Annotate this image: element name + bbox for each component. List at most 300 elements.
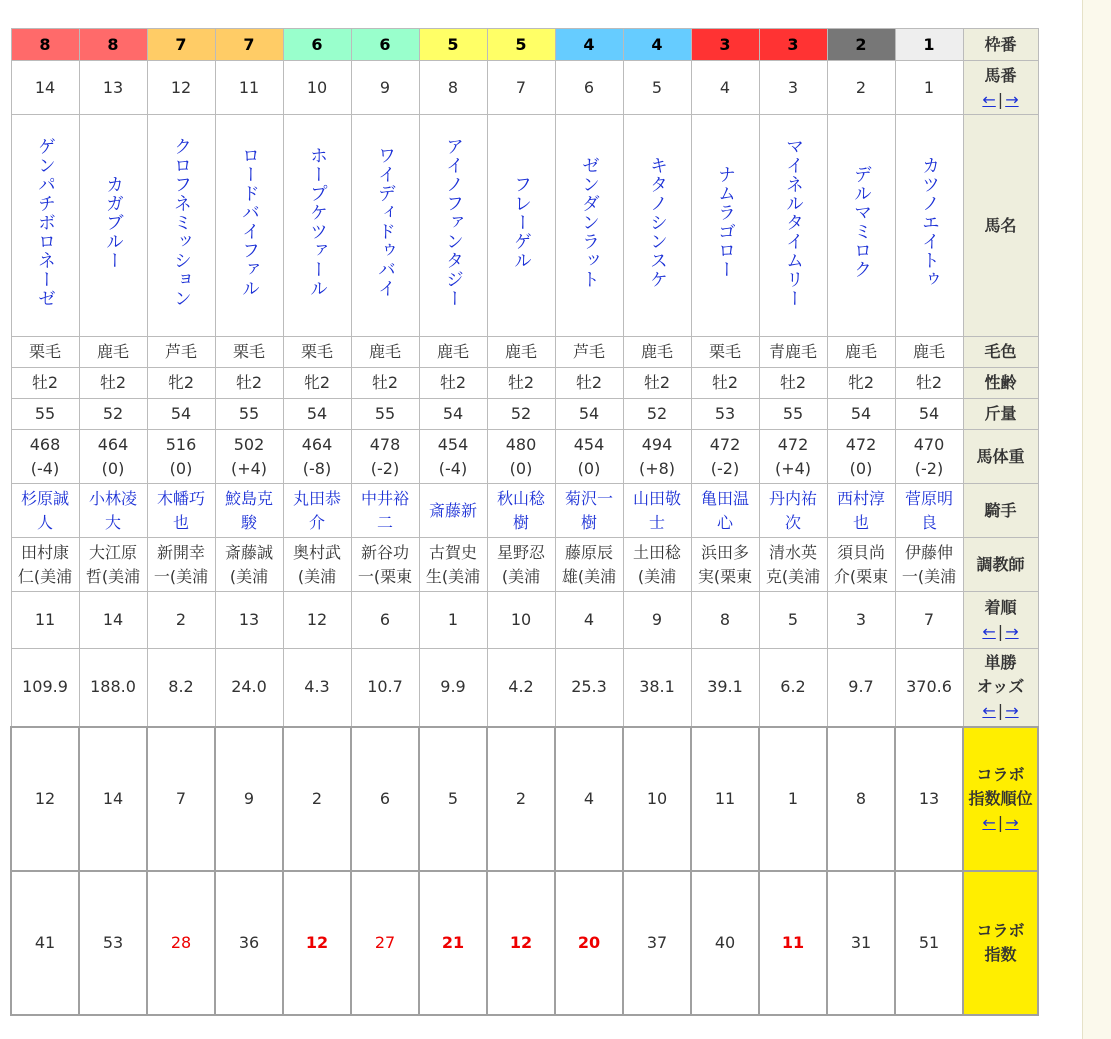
finish-value: 3 (855, 610, 867, 629)
odds-value: 39.1 (707, 677, 743, 697)
collab-rank-value: 2 (515, 788, 527, 808)
frame-value: 8 (107, 34, 119, 54)
odds-value: 25.3 (571, 677, 607, 697)
sex-age-value: 牝2 (167, 373, 195, 392)
collab-rank-cell (419, 727, 487, 871)
horse-name-cell (691, 115, 759, 337)
jockey-cell (351, 484, 419, 538)
frame-cell (215, 29, 283, 61)
weight-label-text: 斤量 (984, 404, 1017, 423)
jockey-cell (79, 484, 147, 538)
odds-value: 109.9 (22, 677, 68, 697)
coat-value: 鹿毛 (912, 342, 945, 361)
trainer-label (963, 538, 1038, 592)
collab-rank-value: 12 (34, 788, 56, 808)
sort-next-link[interactable]: → (1005, 622, 1019, 641)
sex-age-value: 牝2 (303, 373, 331, 392)
weight-cell (623, 399, 691, 430)
frame-cell (11, 29, 79, 61)
sex-age-label-text: 性齢 (984, 373, 1017, 392)
collab-rank-cell (691, 727, 759, 871)
body-weight-change: (-8) (302, 458, 332, 478)
trainer-text (284, 541, 351, 589)
frame-value: 4 (651, 34, 663, 54)
jockey-link[interactable] (692, 487, 759, 535)
jockey-cell (419, 484, 487, 538)
jockey-cell (11, 484, 79, 538)
trainer-name-part: 哲(美浦 (85, 566, 141, 586)
sort-next-link[interactable]: → (1005, 89, 1019, 109)
trainer-name-part: 古賀史 (428, 542, 477, 562)
trainer-name-part: 大江原 (88, 542, 137, 562)
weight-cell (79, 399, 147, 430)
body-weight-cell (827, 430, 895, 484)
horse-name-link[interactable]: ホープケツァール (307, 146, 328, 298)
trainer-text (352, 541, 419, 589)
jockey-link[interactable] (828, 487, 895, 535)
odds-cell (147, 649, 215, 727)
collab-index-row (11, 871, 1038, 1015)
finish-value: 2 (175, 610, 187, 629)
finish-position-row (11, 592, 1038, 649)
horse-name-cell (215, 115, 283, 337)
weight-cell (419, 399, 487, 430)
collab-index-value: 53 (102, 932, 124, 952)
weight-value: 55 (374, 404, 396, 423)
trainer-name-part: 一(美浦 (153, 566, 209, 586)
sex-age-value: 牝2 (847, 373, 875, 392)
coat-cell (623, 337, 691, 368)
body-weight-cell (351, 430, 419, 484)
jockey-name-part: 丸田恭 (292, 488, 341, 508)
coat-value: 栗毛 (232, 342, 265, 361)
odds-cell (11, 649, 79, 727)
collab-index-value: 11 (781, 932, 805, 952)
horse-name-link[interactable]: デルマミロク (851, 165, 872, 279)
trainer-cell (351, 538, 419, 592)
finish-cell (827, 592, 895, 649)
odds-cell (623, 649, 691, 727)
jockey-name-part: 二 (376, 512, 393, 532)
collab-index-value: 31 (850, 932, 872, 952)
horse-number-value: 9 (379, 77, 391, 97)
horse-number-cell (623, 61, 691, 115)
frame-value: 1 (923, 34, 935, 54)
trainer-cell (487, 538, 555, 592)
body-weight-value: 454 (573, 434, 605, 454)
weight-cell (487, 399, 555, 430)
jockey-name-part: 斎藤新 (428, 500, 477, 520)
body-weight-change: (0) (169, 458, 193, 478)
weight-label (963, 399, 1038, 430)
horse-number-value: 10 (306, 77, 328, 97)
jockey-link[interactable] (896, 487, 963, 535)
jockey-link[interactable] (624, 487, 691, 535)
trainer-cell (147, 538, 215, 592)
finish-value: 12 (306, 610, 328, 629)
body-weight-value: 468 (29, 434, 61, 454)
sort-prev-link[interactable]: ← (982, 89, 996, 109)
coat-cell (691, 337, 759, 368)
body-weight-cell (147, 430, 215, 484)
horse-number-cell (351, 61, 419, 115)
finish-value: 1 (447, 610, 459, 629)
frame-number-row (11, 29, 1038, 61)
horse-number-cell (419, 61, 487, 115)
coat-cell (487, 337, 555, 368)
collab-index-value: 27 (374, 932, 396, 952)
jockey-cell (895, 484, 963, 538)
frame-value: 8 (39, 34, 51, 54)
finish-value: 6 (379, 610, 391, 629)
coat-value: 青鹿毛 (768, 342, 817, 361)
sort-next-link[interactable]: → (1005, 812, 1019, 832)
trainer-text (828, 541, 895, 589)
sex-age-value: 牡2 (99, 373, 127, 392)
jockey-name-part: 小林凌 (88, 488, 137, 508)
frame-value: 7 (243, 34, 255, 54)
collab-index-cell (147, 871, 215, 1015)
coat-value: 栗毛 (300, 342, 333, 361)
frame-value: 6 (311, 34, 323, 54)
jockey-link[interactable] (352, 487, 419, 535)
jockey-link[interactable] (148, 487, 215, 535)
sex-age-cell (827, 368, 895, 399)
odds-cell (895, 649, 963, 727)
odds-value: 38.1 (639, 677, 675, 697)
coat-cell (215, 337, 283, 368)
weight-value: 54 (918, 404, 940, 423)
jockey-cell (759, 484, 827, 538)
trainer-text (420, 541, 487, 589)
horse-number-value: 2 (855, 77, 867, 97)
frame-value: 2 (855, 34, 867, 54)
jockey-name-part: 心 (716, 512, 733, 532)
trainer-cell (79, 538, 147, 592)
weight-value: 54 (170, 404, 192, 423)
frame-cell (487, 29, 555, 61)
horse-name-label (963, 115, 1038, 337)
frame-value: 5 (447, 34, 459, 54)
horse-number-cell (691, 61, 759, 115)
horse-name-link[interactable]: カガブルー (103, 174, 124, 270)
odds-label-text: 単勝 (984, 653, 1017, 673)
odds-value: 24.0 (231, 677, 267, 697)
finish-cell (419, 592, 487, 649)
jockey-name-part: 士 (648, 512, 665, 532)
sort-prev-link[interactable]: ← (982, 701, 996, 721)
collab-rank-cell (895, 727, 963, 871)
jockey-cell (215, 484, 283, 538)
collab-index-value: 12 (509, 932, 533, 952)
jockey-link[interactable] (420, 499, 487, 523)
horse-name-link[interactable]: ゲンパチボロネーゼ (35, 136, 56, 308)
finish-value: 5 (787, 610, 799, 629)
horse-number-cell (895, 61, 963, 115)
collab-rank-row (11, 727, 1038, 871)
body-weight-value: 464 (301, 434, 333, 454)
collab-index-value: 51 (918, 932, 940, 952)
horse-name-cell (419, 115, 487, 337)
trainer-name-part: 田村康 (20, 542, 69, 562)
collab-index-cell (555, 871, 623, 1015)
sort-prev-link[interactable]: ← (982, 812, 996, 832)
frame-value: 3 (787, 34, 799, 54)
coat-value: 栗毛 (708, 342, 741, 361)
finish-cell (555, 592, 623, 649)
jockey-link[interactable] (284, 487, 351, 535)
trainer-cell (555, 538, 623, 592)
sex-age-cell (487, 368, 555, 399)
collab-index-value: 20 (577, 932, 601, 952)
odds-value: 4.3 (304, 677, 330, 697)
trainer-text (896, 541, 963, 589)
jockey-name-part: 大 (104, 512, 121, 532)
finish-value: 4 (583, 610, 595, 629)
weight-value: 54 (850, 404, 872, 423)
body-weight-cell (419, 430, 487, 484)
collab-rank-cell (623, 727, 691, 871)
finish-cell (691, 592, 759, 649)
odds-value: 6.2 (780, 677, 806, 697)
body-weight-change: (+4) (230, 458, 268, 478)
horse-name-cell (487, 115, 555, 337)
horse-name-cell (555, 115, 623, 337)
horse-number-value: 3 (787, 77, 799, 97)
jockey-name-part: 介 (308, 512, 325, 532)
horse-name-cell (827, 115, 895, 337)
finish-cell (215, 592, 283, 649)
trainer-row (11, 538, 1038, 592)
trainer-name-part: (美浦 (297, 566, 337, 586)
collab-rank-value: 10 (646, 788, 668, 808)
collab-index-cell (895, 871, 963, 1015)
jockey-name-part: 次 (784, 512, 801, 532)
coat-cell (827, 337, 895, 368)
sex-age-cell (79, 368, 147, 399)
trainer-name-part: (美浦 (501, 566, 541, 586)
finish-cell (79, 592, 147, 649)
finish-value: 10 (510, 610, 532, 629)
body-weight-value: 454 (437, 434, 469, 454)
odds-cell (691, 649, 759, 727)
horse-name-link[interactable]: ゼンダンラット (579, 155, 600, 289)
sex-age-value: 牡2 (235, 373, 263, 392)
finish-label (963, 592, 1038, 649)
collab-index-cell (487, 871, 555, 1015)
horse-name-link[interactable]: キタノシンスケ (647, 155, 668, 289)
sex-age-value: 牡2 (439, 373, 467, 392)
coat-cell (79, 337, 147, 368)
collab-rank-label (963, 727, 1038, 871)
trainer-name-part: 新谷功 (360, 542, 409, 562)
horse-number-cell (555, 61, 623, 115)
trainer-text (760, 541, 827, 589)
coat-cell (283, 337, 351, 368)
frame-cell (555, 29, 623, 61)
trainer-cell (827, 538, 895, 592)
trainer-name-part: 斎藤誠 (224, 542, 273, 562)
trainer-text (12, 541, 79, 589)
collab-rank-cell (215, 727, 283, 871)
horse-name-link[interactable]: カツノエイトゥ (919, 155, 940, 289)
collab-rank-value: 1 (787, 788, 799, 808)
body-weight-change: (-2) (710, 458, 740, 478)
horse-number-value: 12 (170, 77, 192, 97)
jockey-label-text: 騎手 (984, 500, 1017, 520)
odds-cell (351, 649, 419, 727)
body-weight-value: 472 (845, 434, 877, 454)
coat-cell (419, 337, 487, 368)
trainer-name-part: 一(美浦 (901, 566, 957, 586)
jockey-name-part: 人 (36, 512, 53, 532)
sex-age-cell (283, 368, 351, 399)
body-weight-cell (555, 430, 623, 484)
jockey-name-part: 中井裕 (360, 488, 409, 508)
sex-age-value: 牡2 (31, 373, 59, 392)
weight-cell (555, 399, 623, 430)
horse-number-value: 8 (447, 77, 459, 97)
body-weight-value: 472 (777, 434, 809, 454)
coat-cell (759, 337, 827, 368)
jockey-link[interactable] (216, 487, 283, 535)
collab-rank-cell (555, 727, 623, 871)
body-weight-change: (0) (101, 458, 125, 478)
horse-number-cell (215, 61, 283, 115)
horse-name-link[interactable]: クロフネミッション (171, 136, 192, 308)
collab-index-cell (283, 871, 351, 1015)
horse-number-cell (487, 61, 555, 115)
jockey-link[interactable] (80, 487, 147, 535)
trainer-text (692, 541, 759, 589)
collab-rank-value: 4 (583, 788, 595, 808)
body-weight-cell (215, 430, 283, 484)
frame-cell (351, 29, 419, 61)
body-weight-change: (0) (509, 458, 533, 478)
sex-age-value: 牡2 (779, 373, 807, 392)
horse-name-link[interactable]: ナムラゴロー (715, 165, 736, 279)
frame-value: 7 (175, 34, 187, 54)
weight-value: 55 (34, 404, 56, 423)
weight-cell (759, 399, 827, 430)
collab-index-cell (691, 871, 759, 1015)
horse-name-link[interactable]: ロードバイファル (239, 146, 260, 298)
body-weight-value: 478 (369, 434, 401, 454)
trainer-cell (215, 538, 283, 592)
horse-number-value: 4 (719, 77, 731, 97)
trainer-name-part: 奥村武 (292, 542, 341, 562)
jockey-name-part: 秋山稔 (496, 488, 545, 508)
finish-cell (759, 592, 827, 649)
jockey-link[interactable] (12, 487, 79, 535)
horse-number-value: 13 (102, 77, 124, 97)
horse-name-link[interactable]: マイネルタイムリー (783, 136, 804, 308)
body-weight-value: 472 (709, 434, 741, 454)
weight-cell (283, 399, 351, 430)
jockey-name-part: 菅原明 (904, 488, 953, 508)
collab-index-value: 40 (714, 932, 736, 952)
odds-cell (79, 649, 147, 727)
frame-value: 5 (515, 34, 527, 54)
coat-value: 鹿毛 (640, 342, 673, 361)
horse-name-cell (283, 115, 351, 337)
sort-next-link[interactable]: → (1005, 701, 1019, 721)
coat-value: 鹿毛 (436, 342, 469, 361)
odds-cell (419, 649, 487, 727)
odds-cell (555, 649, 623, 727)
frame-cell (623, 29, 691, 61)
weight-cell (351, 399, 419, 430)
jockey-link[interactable] (488, 487, 555, 535)
weight-value: 54 (442, 404, 464, 423)
coat-cell (555, 337, 623, 368)
odds-value: 188.0 (90, 677, 136, 697)
horse-number-cell (827, 61, 895, 115)
finish-value: 8 (719, 610, 731, 629)
trainer-name-part: 清水英 (768, 542, 817, 562)
frame-value: 3 (719, 34, 731, 54)
trainer-name-part: 新開幸 (156, 542, 205, 562)
jockey-name-part: 樹 (512, 512, 529, 532)
collab-index-value: 21 (441, 932, 465, 952)
body-weight-cell (759, 430, 827, 484)
coat-cell (895, 337, 963, 368)
body-weight-cell (623, 430, 691, 484)
nav-separator: | (997, 701, 1004, 721)
body-weight-value: 464 (97, 434, 129, 454)
collab-index-value: 37 (646, 932, 668, 952)
collab-index-cell (759, 871, 827, 1015)
trainer-cell (283, 538, 351, 592)
collab-index-label (963, 871, 1038, 1015)
body-weight-cell (487, 430, 555, 484)
win-odds-row (11, 649, 1038, 727)
trainer-cell (895, 538, 963, 592)
coat-cell (147, 337, 215, 368)
jockey-link[interactable] (556, 487, 623, 535)
jockey-cell (555, 484, 623, 538)
trainer-name-part: 一(栗東 (357, 566, 413, 586)
body-weight-label (963, 430, 1038, 484)
weight-value: 55 (238, 404, 260, 423)
horse-name-link[interactable]: ワイディドゥバイ (375, 146, 396, 298)
collab-rank-value: 8 (855, 788, 867, 808)
collab-rank-cell (283, 727, 351, 871)
trainer-name-part: (美浦 (229, 566, 269, 586)
sex-age-value: 牡2 (575, 373, 603, 392)
frame-value: 4 (583, 34, 595, 54)
jockey-cell (623, 484, 691, 538)
frame-cell (895, 29, 963, 61)
jockey-cell (827, 484, 895, 538)
body-weight-change: (-4) (30, 458, 60, 478)
collab-rank-value: 9 (243, 788, 255, 808)
horse-name-link[interactable]: アイノファンタジー (443, 136, 464, 308)
sort-prev-link[interactable]: ← (982, 622, 996, 641)
trainer-name-part: 雄(美浦 (561, 566, 617, 586)
trainer-cell (623, 538, 691, 592)
sex-age-cell (11, 368, 79, 399)
jockey-link[interactable] (760, 487, 827, 535)
horse-name-link[interactable]: フレーゲル (511, 174, 532, 270)
trainer-name-part: 克(美浦 (765, 566, 821, 586)
odds-label-text: オッズ (976, 677, 1025, 697)
horse-number-label-text: 馬番 (984, 65, 1017, 85)
finish-cell (11, 592, 79, 649)
jockey-name-part: 西村淳 (836, 488, 885, 508)
body-weight-cell (895, 430, 963, 484)
sex-age-row (11, 368, 1038, 399)
